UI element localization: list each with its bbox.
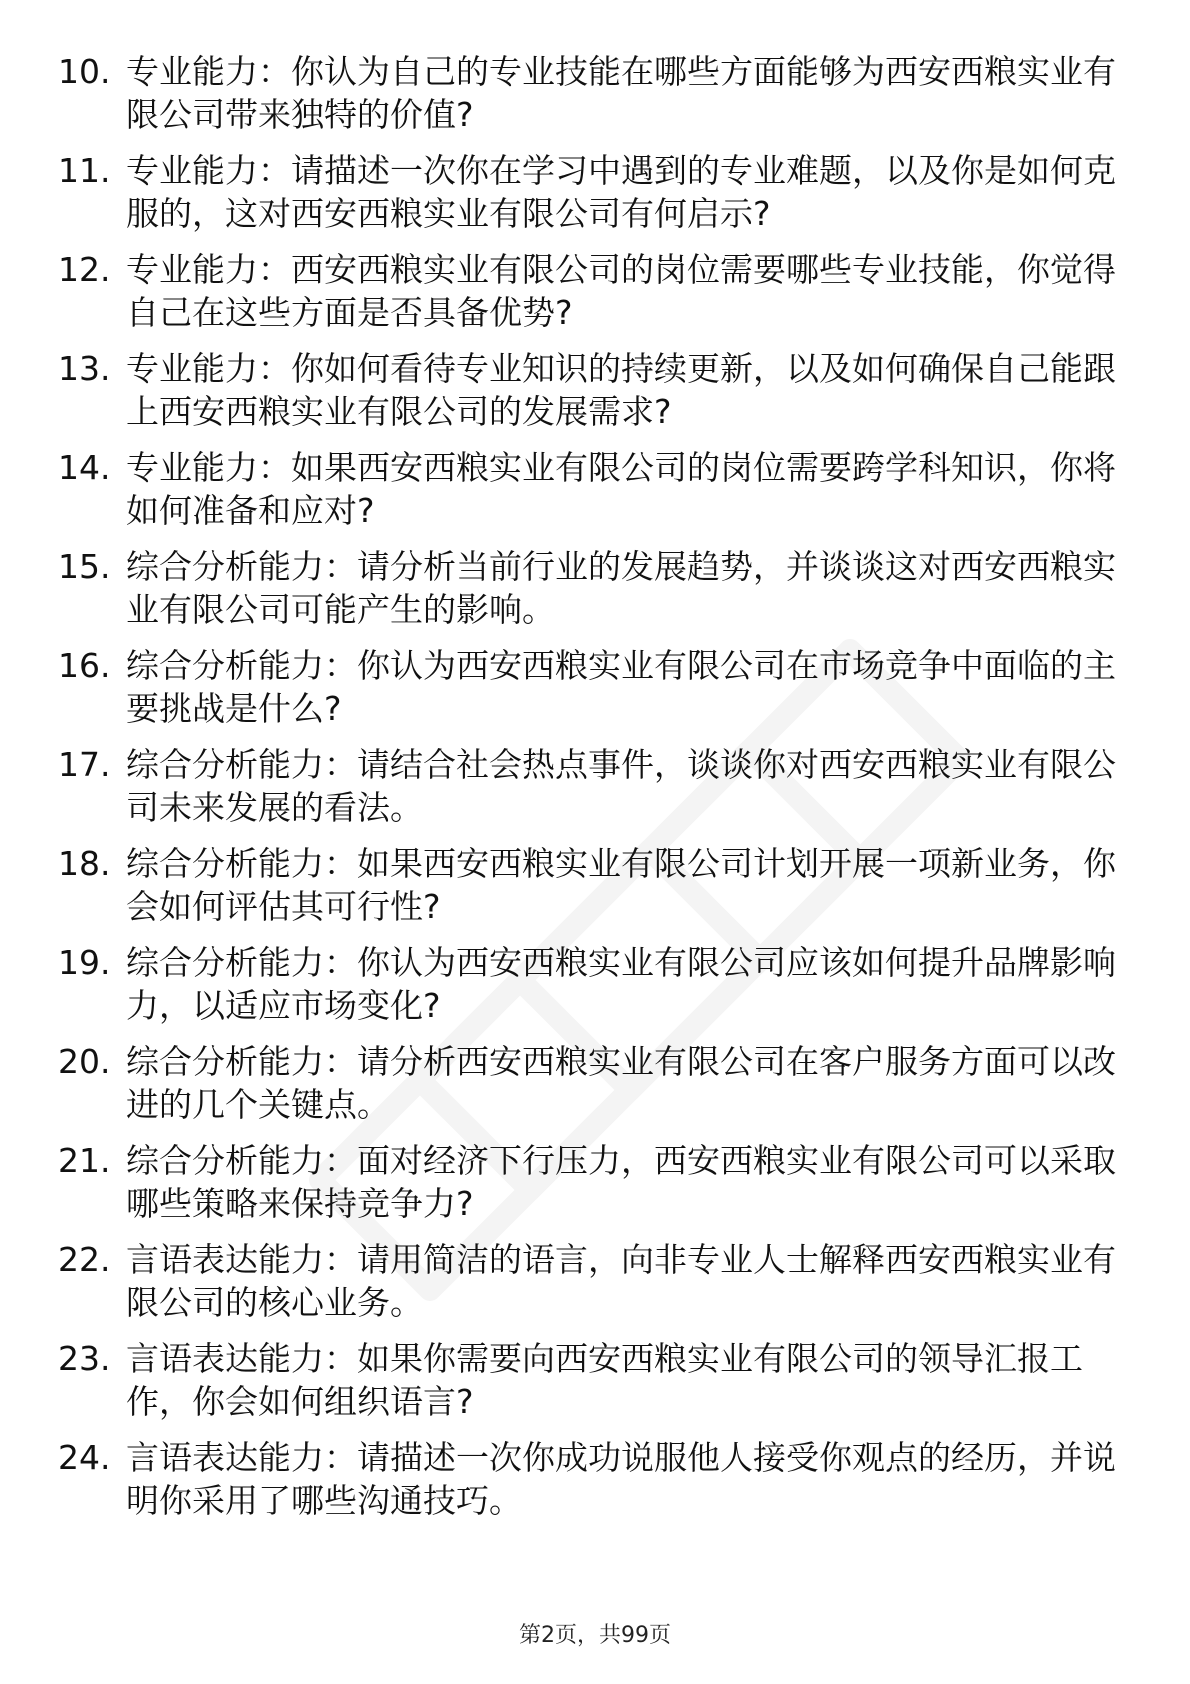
question-item bbox=[58, 1040, 1128, 1126]
question-item bbox=[58, 1238, 1128, 1324]
question-number: 20. bbox=[58, 1042, 111, 1081]
question-text: 综合分析能力：请分析当前行业的发展趋势，并谈谈这对西安西粮实业有限公司可能产生的影响。 bbox=[126, 547, 1116, 629]
question-text: 专业能力：请描述一次你在学习中遇到的专业难题，以及你是如何克服的，这对西安西粮实业有限公司有何启示? bbox=[126, 151, 1116, 233]
question-item bbox=[58, 50, 1128, 136]
question-text: 言语表达能力：请描述一次你成功说服他人接受你观点的经历，并说明你采用了哪些沟通技巧。 bbox=[126, 1438, 1116, 1520]
question-item bbox=[58, 545, 1128, 631]
question-text: 专业能力：西安西粮实业有限公司的岗位需要哪些专业技能，你觉得自己在这些方面是否具备优势? bbox=[126, 250, 1116, 332]
question-text: 言语表达能力：如果你需要向西安西粮实业有限公司的领导汇报工作，你会如何组织语言? bbox=[126, 1339, 1083, 1421]
question-text: 综合分析能力：请分析西安西粮实业有限公司在客户服务方面可以改进的几个关键点。 bbox=[126, 1042, 1116, 1124]
question-number: 13. bbox=[58, 349, 111, 388]
question-text: 综合分析能力：你认为西安西粮实业有限公司在市场竞争中面临的主要挑战是什么? bbox=[126, 646, 1116, 728]
question-list bbox=[58, 50, 1128, 1535]
question-number: 14. bbox=[58, 448, 111, 487]
question-text: 综合分析能力：你认为西安西粮实业有限公司应该如何提升品牌影响力，以适应市场变化? bbox=[126, 943, 1116, 1025]
question-number: 17. bbox=[58, 745, 111, 784]
question-number: 22. bbox=[58, 1240, 111, 1279]
question-number: 12. bbox=[58, 250, 111, 289]
question-number: 21. bbox=[58, 1141, 111, 1180]
question-item bbox=[58, 347, 1128, 433]
question-item bbox=[58, 842, 1128, 928]
question-item bbox=[58, 149, 1128, 235]
page-number-footer: 第2页，共99页 bbox=[519, 1623, 671, 1648]
question-text: 专业能力：你如何看待专业知识的持续更新，以及如何确保自己能跟上西安西粮实业有限公司的发展需求? bbox=[126, 349, 1116, 431]
question-item bbox=[58, 743, 1128, 829]
question-item bbox=[58, 446, 1128, 532]
question-number: 15. bbox=[58, 547, 111, 586]
question-number: 11. bbox=[58, 151, 111, 190]
question-number: 10. bbox=[58, 52, 111, 91]
question-item bbox=[58, 1337, 1128, 1423]
question-number: 24. bbox=[58, 1438, 111, 1477]
question-text: 专业能力：你认为自己的专业技能在哪些方面能够为西安西粮实业有限公司带来独特的价值? bbox=[126, 52, 1116, 134]
question-text: 综合分析能力：请结合社会热点事件，谈谈你对西安西粮实业有限公司未来发展的看法。 bbox=[126, 745, 1116, 827]
question-number: 16. bbox=[58, 646, 111, 685]
question-item bbox=[58, 941, 1128, 1027]
question-number: 23. bbox=[58, 1339, 111, 1378]
question-number: 19. bbox=[58, 943, 111, 982]
question-item bbox=[58, 1436, 1128, 1522]
question-number: 18. bbox=[58, 844, 111, 883]
question-text: 综合分析能力：如果西安西粮实业有限公司计划开展一项新业务，你会如何评估其可行性? bbox=[126, 844, 1116, 926]
question-item bbox=[58, 1139, 1128, 1225]
question-item bbox=[58, 644, 1128, 730]
question-item bbox=[58, 248, 1128, 334]
question-text: 专业能力：如果西安西粮实业有限公司的岗位需要跨学科知识，你将如何准备和应对? bbox=[126, 448, 1116, 530]
question-text: 综合分析能力：面对经济下行压力，西安西粮实业有限公司可以采取哪些策略来保持竞争力? bbox=[126, 1141, 1116, 1223]
question-text: 言语表达能力：请用简洁的语言，向非专业人士解释西安西粮实业有限公司的核心业务。 bbox=[126, 1240, 1116, 1322]
